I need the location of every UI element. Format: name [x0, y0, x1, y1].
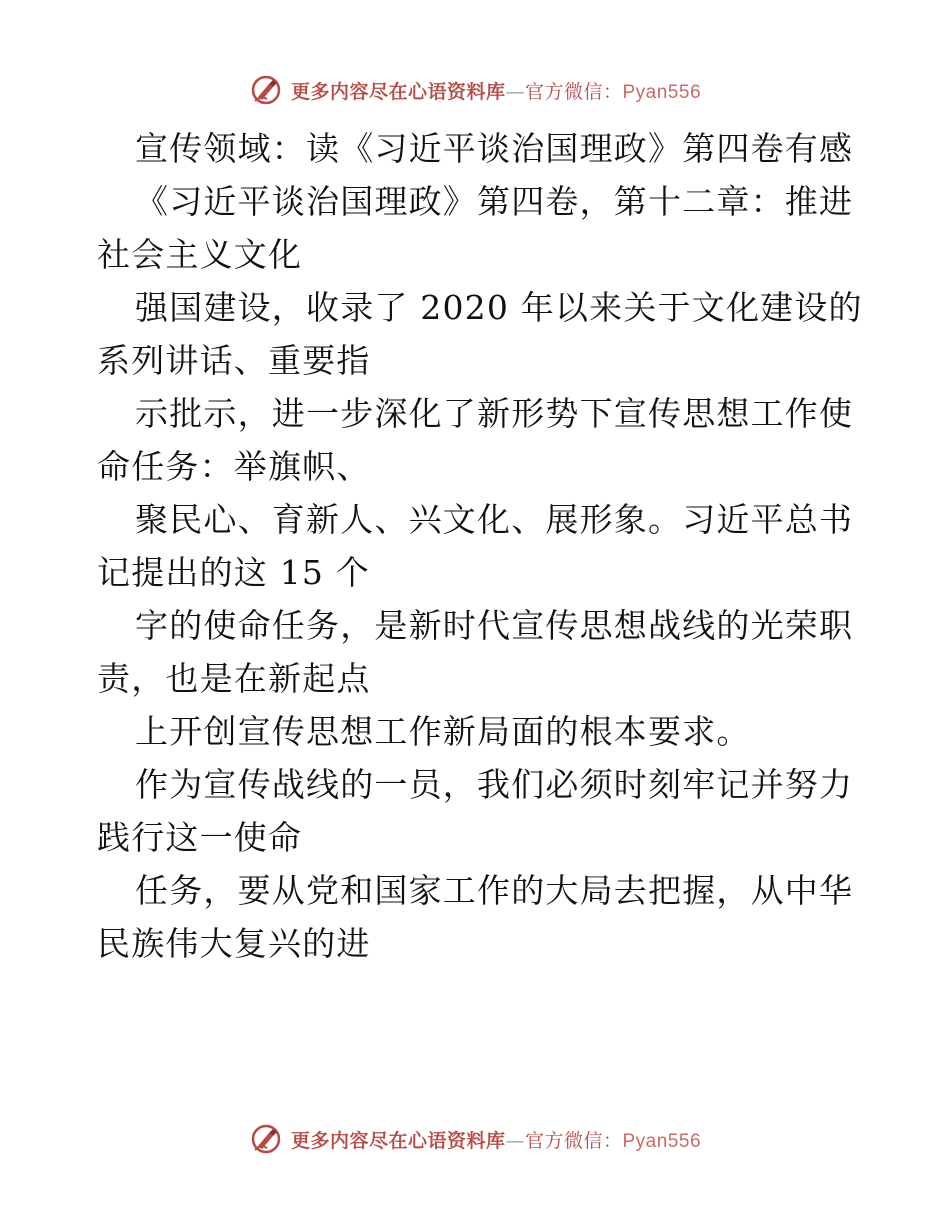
header-banner [0, 70, 950, 110]
banner-wechat-id: Pyan556 [622, 1130, 702, 1152]
pen-logo-icon [249, 1122, 283, 1156]
text-line: 责，也是在新起点 [97, 659, 371, 698]
text-line: 字的使命任务，是新时代宣传思想战线的光荣职 [135, 606, 854, 645]
text-line: 任务，要从党和国家工作的大局去把握，从中华 [135, 871, 854, 910]
banner-wechat-label: 官方微信： [524, 1129, 623, 1152]
text-line: 社会主义文化 [97, 235, 303, 274]
text-line: 强国建设，收录了 2020 年以来关于文化建设的 [135, 288, 863, 327]
text-line: 命任务：举旗帜、 [97, 447, 371, 486]
document-body [97, 122, 863, 970]
text-line: 系列讲话、重要指 [97, 341, 371, 380]
banner-text [291, 1126, 701, 1153]
footer-banner [0, 1119, 950, 1159]
text-line: 聚民心、育新人、兴文化、展形象。习近平总书 [135, 500, 854, 539]
banner-site-text: 更多内容尽在心语资料库 [290, 1129, 506, 1152]
text-line: 践行这一使命 [97, 818, 303, 857]
text-line: 《习近平谈治国理政》第四卷，第十二章：推进 [135, 182, 854, 221]
pen-logo-icon [249, 73, 283, 107]
banner-wechat-id: Pyan556 [622, 81, 702, 103]
banner-text [291, 77, 701, 104]
banner-site-text: 更多内容尽在心语资料库 [290, 80, 506, 103]
text-line: 上开创宣传思想工作新局面的根本要求。 [135, 712, 751, 751]
text-line: 作为宣传战线的一员，我们必须时刻牢记并努力 [135, 765, 854, 804]
banner-separator: — [505, 80, 525, 103]
banner-separator: — [505, 1129, 525, 1152]
text-line: 示批示，进一步深化了新形势下宣传思想工作使 [135, 394, 854, 433]
text-line: 民族伟大复兴的进 [97, 924, 371, 963]
text-line: 记提出的这 15 个 [97, 553, 370, 592]
banner-wechat-label: 官方微信： [524, 80, 623, 103]
text-line: 宣传领域：读《习近平谈治国理政》第四卷有感 [135, 129, 854, 168]
